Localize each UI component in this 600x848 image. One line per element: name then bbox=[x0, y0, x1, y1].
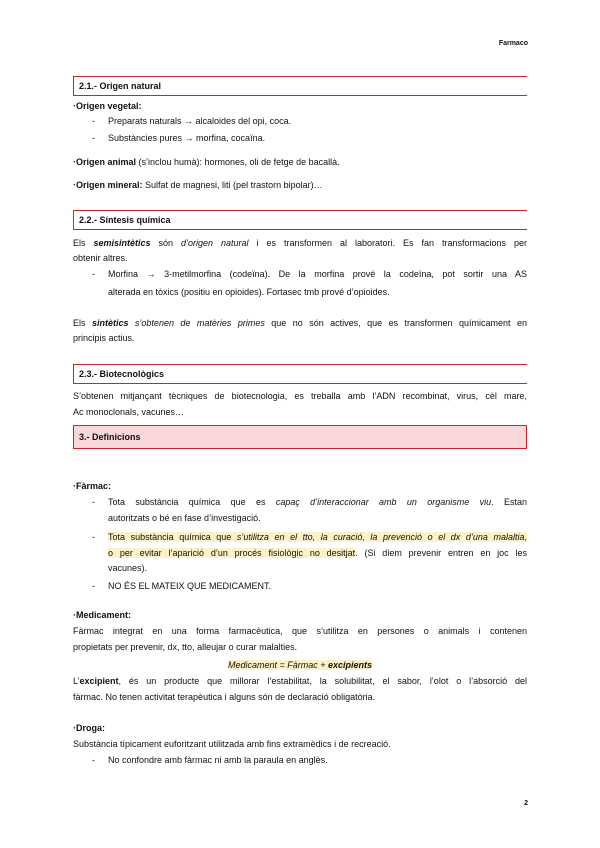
origin-mineral-line bbox=[73, 178, 527, 193]
section-title: 2.2.- Síntesis química bbox=[79, 215, 171, 225]
paragraph-line: propietats per prevenir, dx, tto, alleujar o curar malalties. bbox=[73, 642, 298, 652]
paragraph-line bbox=[73, 316, 527, 331]
bullet-dash: - bbox=[92, 755, 95, 765]
text-run: són bbox=[150, 238, 182, 248]
list-item-highlighted bbox=[108, 530, 527, 545]
highlight-run bbox=[108, 532, 527, 542]
paragraph-line: Ac monoclonals, vacunes… bbox=[73, 407, 185, 417]
bullet-dash: - bbox=[92, 497, 95, 507]
bullet-dash: - bbox=[92, 116, 95, 126]
paragraph-line: obtenir altres. bbox=[73, 253, 128, 263]
text-run: s’utilitza en el tto, la curació, la prevenció o el dx d’una malaltia bbox=[236, 532, 525, 542]
section-2-2-heading bbox=[73, 210, 527, 230]
list-item-continuation: vacunes). bbox=[108, 563, 148, 573]
origin-animal-text: (s’inclou humà): hormones, oli de fetge de bacallà. bbox=[136, 157, 340, 167]
medicament-label: ·Medicament: bbox=[73, 610, 132, 620]
page-number: 2 bbox=[524, 800, 528, 807]
text-run: , és un producte que millorar l’estabilitat, la solubilitat, el sabor, l’olot o l’absorció del bbox=[118, 676, 527, 686]
text-run: , bbox=[524, 532, 527, 542]
paragraph-line: principis actius. bbox=[73, 333, 135, 343]
text-run: Tota substància química que bbox=[108, 532, 237, 542]
text-run: Medicament = Fàrmac + bbox=[227, 660, 328, 670]
section-title: 2.3.- Biotecnològics bbox=[79, 369, 165, 379]
text-run: . Estan bbox=[491, 497, 528, 507]
bullet-dash: - bbox=[92, 133, 95, 143]
list-item: Morfina → 3-metilmorfina (codeïna). De la morfina prové la codeïna, pot sortir una AS bbox=[108, 269, 527, 279]
section-2-1-heading bbox=[73, 76, 527, 96]
list-item bbox=[108, 495, 527, 510]
droga-label: ·Droga: bbox=[73, 723, 105, 733]
paragraph-line: Substància típicament euforitzant utilitzada amb fins extramèdics i de recreació. bbox=[73, 739, 391, 749]
paragraph-line: S’obtenen mitjançant tècniques de biotecnologia, es treballa amb l’ADN recombinat, virus, cèl mare, bbox=[73, 391, 527, 401]
farmac-label: ·Fàrmac: bbox=[73, 481, 112, 491]
bullet-dash: - bbox=[92, 581, 95, 591]
origin-animal-line bbox=[73, 155, 527, 170]
text-run: semisintètics bbox=[93, 238, 151, 248]
origin-mineral-label: ·Origen mineral: bbox=[73, 180, 143, 190]
list-item: NO ÉS EL MATEIX QUE MEDICAMENT. bbox=[108, 581, 272, 591]
text-run: excipient bbox=[79, 676, 119, 686]
list-item: No confondre amb fàrmac ni amb la paraula en anglès. bbox=[108, 755, 328, 765]
list-item-continuation: autoritzats o bé en fase d’investigació. bbox=[108, 513, 261, 523]
text-run: d’origen natural bbox=[181, 238, 249, 248]
text-run: Els bbox=[73, 238, 94, 248]
text-run: Els bbox=[73, 318, 92, 328]
text-run: s’obtenen de matèries primes bbox=[134, 318, 265, 328]
paragraph-line bbox=[73, 236, 527, 251]
section-title: 3.- Definicions bbox=[79, 432, 141, 442]
list-item: Substàncies pures → morfina, cocaïna. bbox=[108, 133, 266, 143]
origin-animal-label: ·Origen animal bbox=[73, 157, 137, 167]
paragraph-line: Fàrmac integrat en una forma farmacèutica, que s’utilitza en persones o animals i contenen bbox=[73, 626, 527, 636]
list-item: Preparats naturals → alcaloides del opi, coca. bbox=[108, 116, 292, 126]
header-title: Farmaco bbox=[498, 40, 528, 47]
section-2-3-heading bbox=[73, 364, 527, 384]
text-run: sintètics bbox=[91, 318, 129, 328]
paragraph-line bbox=[73, 674, 527, 689]
formula-line bbox=[73, 658, 527, 673]
bullet-dash: - bbox=[92, 269, 95, 279]
highlight-run: o per evitar l’aparició d’un procés fisiològic no desitjat bbox=[108, 548, 356, 558]
text-run: Tota substància química que es bbox=[108, 497, 276, 507]
list-item-continuation: alterada en tòxics (positiu en opioides). Fortasec tmb prové d’opioides. bbox=[108, 287, 390, 297]
bullet-dash: - bbox=[92, 532, 95, 542]
paragraph-line: fàrmac. No tenen activitat terapèutica i alguns són de declaració obligatòria. bbox=[73, 692, 376, 702]
text-run: capaç d’interaccionar amb un organisme viu bbox=[275, 497, 492, 507]
list-item-continuation bbox=[108, 546, 527, 561]
section-3-heading bbox=[73, 425, 527, 449]
origin-mineral-text: Sulfat de magnesi, liti (pel trastorn bipolar)… bbox=[142, 180, 323, 190]
text-run: i es transformen al laboratori. Es fan transformacions per bbox=[248, 238, 527, 248]
text-run: . (Si diem prevenir entren en joc les bbox=[355, 548, 527, 558]
text-run: L’ bbox=[73, 676, 80, 686]
section-title: 2.1.- Origen natural bbox=[79, 81, 162, 91]
formula-highlight bbox=[228, 660, 372, 670]
text-run: excipients bbox=[328, 660, 373, 670]
text-run: que no són actives, que es transformen químicament en bbox=[264, 318, 527, 328]
origin-vegetal-label: ·Origen vegetal: bbox=[73, 101, 142, 111]
